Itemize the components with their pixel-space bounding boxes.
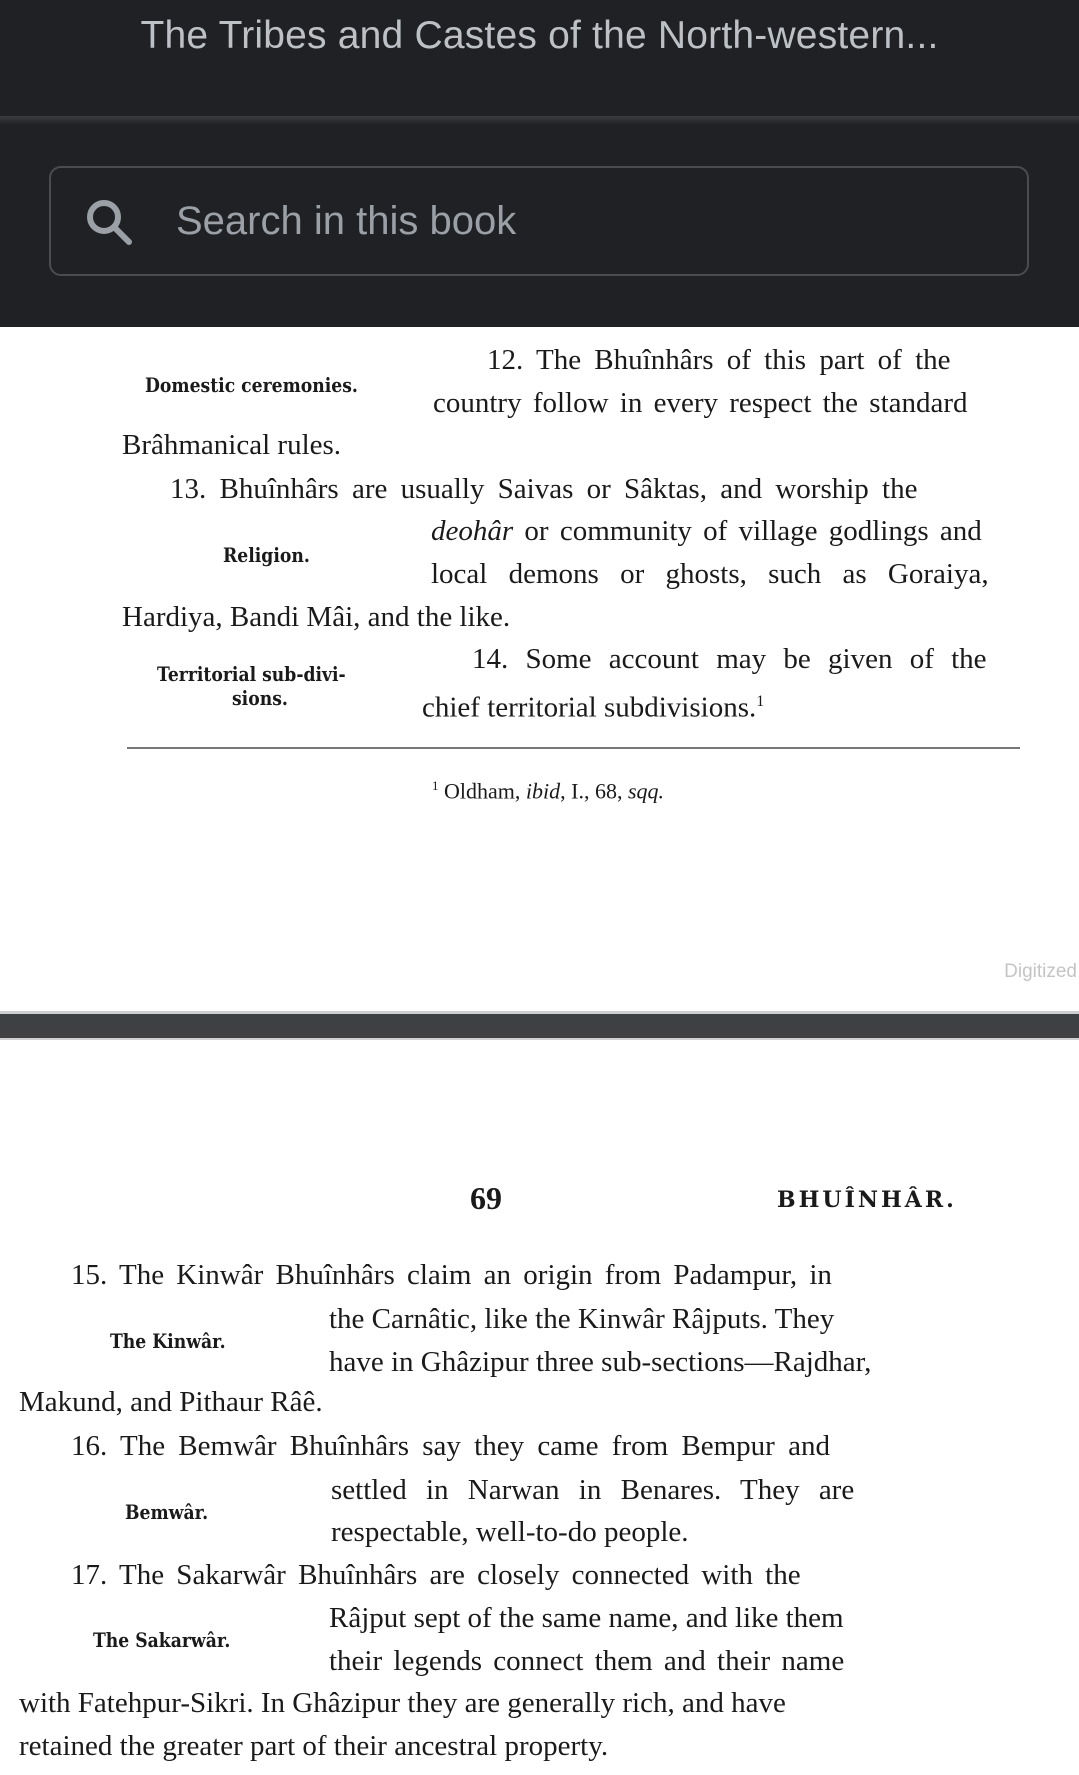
text-line: 16. The Bemwâr Bhuînhârs say they came from Bempur and [71,1430,830,1462]
text-line: 13. Bhuînhârs are usually Saivas or Sâktas, and worship the [170,473,918,505]
app-header [0,0,1079,327]
book-page-69[interactable] [0,1040,1079,1775]
margin-note-sakarwar: The Sakarwâr. [93,1628,231,1652]
search-icon[interactable] [83,196,137,250]
text-line: 15. The Kinwâr Bhuînhârs claim an origin from Padampur, in [71,1259,832,1291]
text-line: country follow in every respect the standard [433,387,968,419]
margin-note-territorial: Territorial sub-divi- [157,662,346,686]
text-line: Makund, and Pithaur Râê. [19,1386,323,1418]
text-line: settled in Narwan in Benares. They are [331,1474,855,1506]
search-input[interactable] [176,168,996,274]
text-line: 17. The Sakarwâr Bhuînhârs are closely connected with the [71,1559,801,1591]
text-line: respectable, well-to-do people. [331,1516,689,1548]
footnote-ref[interactable]: 1 [756,693,765,710]
text-line [422,685,764,725]
digitized-watermark: Digitized [1004,961,1077,982]
text-span: or community of village godlings and [524,515,982,547]
text-line: 14. Some account may be given of the [472,643,987,675]
text-span: chief territorial subdivisions. [422,691,757,724]
text-line: their legends connect them and their name [329,1645,845,1677]
page-separator [0,1011,1079,1041]
footnote-ref-text: , I., 68, [560,778,628,804]
italic-term: deohâr [431,515,514,547]
search-box[interactable] [49,166,1029,276]
margin-note-domestic: Domestic ceremonies. [145,373,358,397]
page-number: 69 [470,1180,502,1216]
margin-note-religion: Religion. [223,543,310,567]
margin-note-kinwar: The Kinwâr. [110,1329,226,1353]
text-line: local demons or ghosts, such as Goraiya, [431,558,989,590]
footnote-mark: 1 [432,778,439,793]
footnote-ibid: ibid [525,778,561,804]
text-line: Hardiya, Bandi Mâi, and the like. [122,601,511,633]
footnote-author: Oldham, [444,778,526,804]
text-line: Râjput sept of the same name, and like them [329,1602,844,1634]
text-line: Brâhmanical rules. [122,429,342,461]
text-line: retained the greater part of their ancestral property. [19,1730,609,1762]
book-page-top[interactable] [0,327,1079,1012]
header-divider [0,116,1079,125]
text-line: the Carnâtic, like the Kinwâr Râjputs. They [329,1303,835,1335]
text-line: with Fatehpur-Sikri. In Ghâzipur they are generally rich, and have [19,1687,786,1719]
running-head: BHUÎNHÂR. [777,1187,957,1213]
footnote [432,778,664,804]
text-line: 12. The Bhuînhârs of this part of the [487,344,951,376]
page-separator-bar [0,1014,1079,1038]
footnote-sqq: sqq. [627,778,665,804]
footnote-rule [127,747,1020,749]
margin-note-territorial-cont: sions. [232,686,288,710]
book-title: The Tribes and Castes of the North-western... [140,14,939,57]
text-line: have in Ghâzipur three sub-sections—Rajdhar, [329,1346,872,1378]
margin-note-bemwar: Bemwâr. [125,1500,209,1524]
text-line [431,514,982,548]
